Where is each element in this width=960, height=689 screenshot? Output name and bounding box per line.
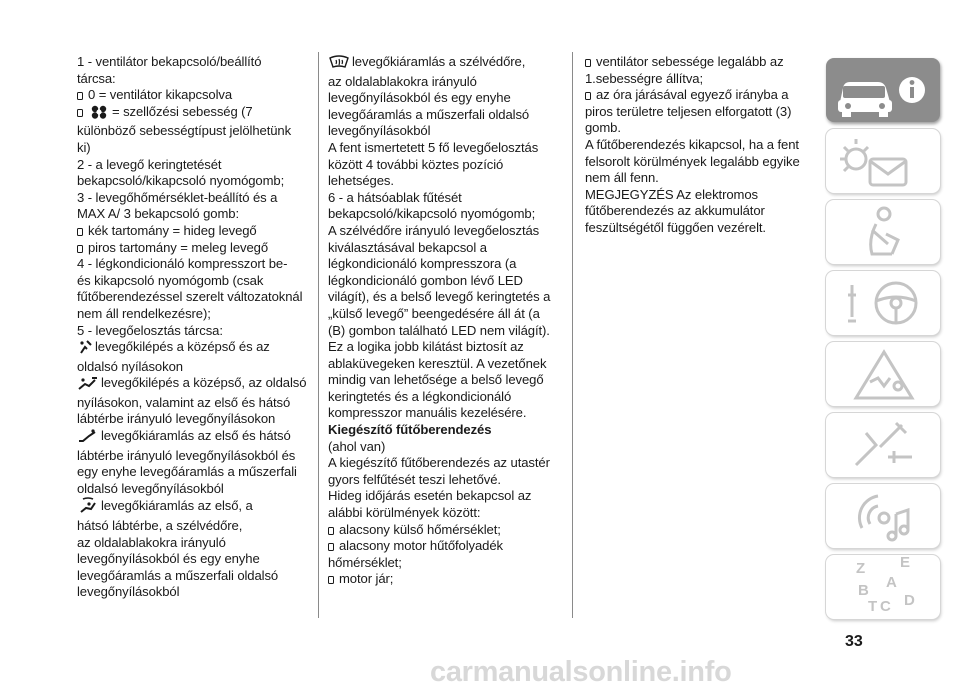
- text-line-content: gomb.: [585, 120, 621, 136]
- text-line-content: levegőkiáramlás a szélvédőre,: [352, 54, 526, 69]
- text-line-content: között 4 további köztes pozíció: [328, 156, 504, 172]
- text-line: [77, 448, 305, 465]
- text-line: [328, 240, 558, 257]
- airflow-feet-icon: [77, 429, 99, 448]
- text-line: [77, 240, 305, 257]
- text-line-content: 1 - ventilátor bekapcsoló/beállító: [77, 54, 262, 69]
- text-line-content: 4 - légkondicionáló kompresszort be-: [77, 256, 288, 272]
- text-line: [328, 555, 558, 572]
- airflow-feet-windshield-icon: [77, 497, 99, 518]
- text-line: [585, 203, 803, 220]
- text-line-content: hátsó lábtérbe, a szélvédőre,: [77, 518, 243, 534]
- text-line-content: kék tartomány = hideg levegő: [88, 222, 257, 238]
- text-line: [77, 87, 305, 104]
- text-line: [328, 339, 558, 356]
- text-line: [77, 306, 305, 323]
- text-line: [77, 411, 305, 428]
- bullet-icon: [328, 576, 334, 584]
- text-line: [77, 140, 305, 157]
- text-line: [328, 455, 558, 472]
- text-line: [328, 273, 558, 290]
- text-column-3: [585, 54, 803, 237]
- text-line-content: az oldalablakokra irányuló: [328, 73, 477, 89]
- text-column-2: [328, 54, 558, 588]
- text-line: [77, 190, 305, 207]
- text-line-content: levegőnyílásokból és egy enyhe: [77, 551, 260, 567]
- text-line-content: A szélvédőre irányuló levegőelosztás: [328, 222, 540, 238]
- text-line: [77, 497, 305, 518]
- text-line: [77, 256, 305, 273]
- text-line: [328, 223, 558, 240]
- text-line-content: és kikapcsoló nyomógomb (csak: [77, 272, 264, 288]
- text-line: [328, 372, 558, 389]
- text-line: [328, 488, 558, 505]
- text-line-content: MAX A/ 3 bekapcsoló gomb:: [77, 206, 239, 222]
- text-line-content: lábtérbe irányuló levegőnyílásokon: [77, 411, 276, 427]
- text-line: [328, 356, 558, 373]
- text-line: [585, 220, 803, 237]
- text-line: [328, 439, 558, 456]
- fan-speed-icon: [88, 105, 110, 124]
- column-divider: [318, 52, 319, 618]
- text-line-content: ablaküvegeken keresztül. A vezetőnek: [328, 355, 547, 371]
- text-line-content: világít), és a belső levegő keringtetés a: [328, 289, 551, 305]
- text-line: [328, 289, 558, 306]
- text-line-content: ventilátor sebessége legalább az: [596, 54, 784, 69]
- text-line: [77, 481, 305, 498]
- text-line-content: 0 = ventilátor kikapcsolva: [88, 87, 233, 103]
- text-line: [77, 54, 305, 71]
- svg-text:C: C: [880, 598, 891, 615]
- text-line-content: alábbi körülmények között:: [328, 505, 481, 521]
- text-line-content: A fent ismertetett 5 fő levegőelosztás: [328, 139, 539, 155]
- text-line: [77, 123, 305, 140]
- text-line-content: „külső levegő” beengedésére áll át (a: [328, 305, 540, 321]
- text-line: [328, 54, 558, 74]
- text-line: [328, 405, 558, 422]
- text-line-content: mindig van lehetősége a belső levegő: [328, 372, 544, 388]
- text-line-content: levegőnyílásokból: [77, 584, 180, 600]
- text-line-content: keringtetés és a légkondicionáló: [328, 388, 512, 404]
- sidebar-tab[interactable]: [826, 413, 940, 477]
- text-line: [77, 104, 305, 124]
- text-line-content: oldalsó levegőnyílásokból: [77, 480, 224, 496]
- text-line-content: bekapcsoló/kikapcsoló nyomógomb;: [77, 173, 285, 189]
- text-line-content: levegőkilépés a középső, az oldalsó: [101, 375, 307, 391]
- text-line: [328, 140, 558, 157]
- text-line-content: A fűtőberendezés kikapcsol, ha a fent: [585, 136, 799, 152]
- text-line: [585, 187, 803, 204]
- airflow-face-feet-icon: [77, 376, 99, 395]
- svg-text:A: A: [886, 574, 897, 591]
- sidebar-tab[interactable]: [826, 342, 940, 406]
- text-line-content: különböző sebességtípust jelölhetünk: [77, 123, 292, 139]
- text-line-content: piros tartomány = meleg levegő: [88, 239, 269, 255]
- text-line: [328, 157, 558, 174]
- text-line-content: Ez a logika jobb kilátást biztosít az: [328, 339, 524, 355]
- text-line: [77, 289, 305, 306]
- text-line-content: feszültségétől függően vezérelt.: [585, 219, 766, 235]
- text-line: [328, 123, 558, 140]
- text-line-content: 5 - levegőelosztás tárcsa:: [77, 322, 223, 338]
- text-line-content: kompresszor manuális kezelésére.: [328, 405, 527, 421]
- svg-text:E: E: [900, 555, 911, 571]
- text-line: [77, 157, 305, 174]
- svg-text:Z: Z: [856, 560, 866, 577]
- sidebar-tab[interactable]: [826, 58, 940, 122]
- bullet-icon: [77, 109, 83, 117]
- text-line-content: az oldalablakokra irányuló: [77, 534, 226, 550]
- airflow-face-icon: [77, 340, 93, 359]
- text-line-content: oldalsó nyílásokon: [77, 358, 183, 374]
- text-line: [585, 71, 803, 88]
- sidebar-tab[interactable]: [826, 200, 940, 264]
- text-line: [77, 323, 305, 340]
- text-line: [328, 389, 558, 406]
- bullet-icon: [328, 543, 334, 551]
- text-line: [77, 464, 305, 481]
- text-line-content: egy enyhe levegőáramlás a műszerfali: [77, 464, 297, 480]
- text-line: [328, 422, 558, 439]
- text-line-content: alacsony motor hűtőfolyadék: [339, 538, 503, 554]
- text-line-content: az óra járásával egyező irányba a: [596, 87, 789, 103]
- text-line-content: A kiegészítő fűtőberendezés az utastér: [328, 455, 550, 471]
- bullet-icon: [585, 92, 591, 100]
- text-line-content: Kiegészítő fűtőberendezés: [328, 422, 492, 438]
- text-line-content: fűtőberendezéssel szerelt változatoknál: [77, 289, 303, 305]
- bullet-icon: [77, 228, 83, 236]
- text-line: [77, 375, 305, 395]
- text-line-content: MEGJEGYZÉS Az elektromos: [585, 186, 758, 202]
- svg-text:B: B: [858, 582, 869, 599]
- watermark: carmanualsonline.info: [430, 656, 732, 688]
- text-line-content: levegőnyílásokból: [328, 123, 431, 139]
- text-line: [328, 90, 558, 107]
- text-line-content: nem áll rendelkezésre);: [77, 305, 211, 321]
- svg-text:T: T: [868, 598, 878, 615]
- text-line-content: nem áll fenn.: [585, 170, 659, 186]
- text-line: [328, 505, 558, 522]
- text-line: [77, 568, 305, 585]
- sidebar-tab[interactable]: [826, 129, 940, 193]
- text-line-content: bekapcsoló/kikapcsoló nyomógomb;: [328, 206, 536, 222]
- sidebar-tab[interactable]: [826, 555, 940, 619]
- text-line-content: felsorolt körülmények legalább egyike: [585, 153, 800, 169]
- text-line-content: lehetséges.: [328, 173, 394, 189]
- text-line: [77, 535, 305, 552]
- text-column-1: [77, 54, 305, 601]
- text-line: [585, 170, 803, 187]
- bullet-icon: [77, 92, 83, 100]
- text-line-content: 3 - levegőhőmérséklet-beállító és a: [77, 189, 278, 205]
- text-line: [77, 71, 305, 88]
- text-line: [328, 306, 558, 323]
- text-line-content: levegőnyílásokból és egy enyhe: [328, 90, 511, 106]
- text-line-content: hőmérséklet;: [328, 554, 402, 570]
- text-line-content: = szellőzési sebesség (7: [112, 103, 253, 119]
- text-line-content: (B) gombon található LED nem világít).: [328, 322, 550, 338]
- text-line-content: levegőkiáramlás az első és hátsó: [101, 428, 291, 444]
- text-line: [328, 256, 558, 273]
- text-line: [328, 74, 558, 91]
- text-line: [77, 395, 305, 412]
- text-line: [77, 339, 305, 359]
- text-line: [585, 104, 803, 121]
- text-line: [77, 273, 305, 290]
- text-line-content: légkondicionáló kompresszora (a: [328, 256, 517, 272]
- sidebar-tab[interactable]: [826, 271, 940, 335]
- text-line-content: lábtérbe irányuló levegőnyílásokból és: [77, 447, 296, 463]
- text-line-content: légkondicionáló gombon lévő LED: [328, 272, 523, 288]
- svg-text:D: D: [904, 592, 915, 609]
- text-line-content: 2 - a levegő keringtetését: [77, 156, 222, 172]
- text-line-content: motor jár;: [339, 571, 394, 587]
- text-line-content: 6 - a hátsóablak fűtését: [328, 189, 462, 205]
- text-line: [77, 428, 305, 448]
- column-divider: [572, 52, 573, 618]
- text-line-content: levegőáramlás a műszerfali oldalsó: [328, 106, 530, 122]
- text-line: [585, 87, 803, 104]
- text-line: [328, 522, 558, 539]
- text-line: [77, 518, 305, 535]
- text-line-content: fűtőberendezés az akkumulátor: [585, 203, 765, 219]
- text-line: [77, 359, 305, 376]
- text-line: [328, 323, 558, 340]
- text-line: [77, 206, 305, 223]
- text-line-content: piros területre teljesen elforgatott (3): [585, 103, 792, 119]
- text-line: [585, 120, 803, 137]
- bullet-icon: [585, 59, 591, 67]
- text-line: [328, 173, 558, 190]
- page-number: 33: [845, 633, 863, 650]
- text-line: [77, 551, 305, 568]
- text-line: [585, 54, 803, 71]
- text-line-content: levegőkilépés a középső és az: [95, 339, 270, 355]
- text-line-content: kiválasztásával bekapcsol a: [328, 239, 487, 255]
- text-line: [585, 137, 803, 154]
- text-line: [328, 538, 558, 555]
- text-line-content: gyors felfűtését teszi lehetővé.: [328, 471, 501, 487]
- text-line: [328, 571, 558, 588]
- text-line-content: tárcsa:: [77, 70, 116, 86]
- text-line: [328, 190, 558, 207]
- text-line: [328, 107, 558, 124]
- sidebar-tab[interactable]: [826, 484, 940, 548]
- bullet-icon: [77, 245, 83, 253]
- text-line: [77, 173, 305, 190]
- text-line: [77, 223, 305, 240]
- text-line: [328, 472, 558, 489]
- text-line-content: alacsony külső hőmérséklet;: [339, 521, 501, 537]
- text-line-content: levegőáramlás a műszerfali oldalsó: [77, 567, 279, 583]
- text-line: [328, 206, 558, 223]
- text-line-content: nyílásokon, valamint az első és hátsó: [77, 394, 291, 410]
- text-line-content: 1.sebességre állítva;: [585, 70, 703, 86]
- text-line-content: levegőkiáramlás az első, a: [101, 498, 253, 514]
- defrost-windshield-icon: [328, 55, 350, 74]
- bullet-icon: [328, 527, 334, 535]
- text-line-content: ki): [77, 139, 91, 155]
- text-line-content: Hideg időjárás esetén bekapcsol az: [328, 488, 532, 504]
- text-line: [585, 154, 803, 171]
- text-line-content: (ahol van): [328, 438, 386, 454]
- text-line: [77, 584, 305, 601]
